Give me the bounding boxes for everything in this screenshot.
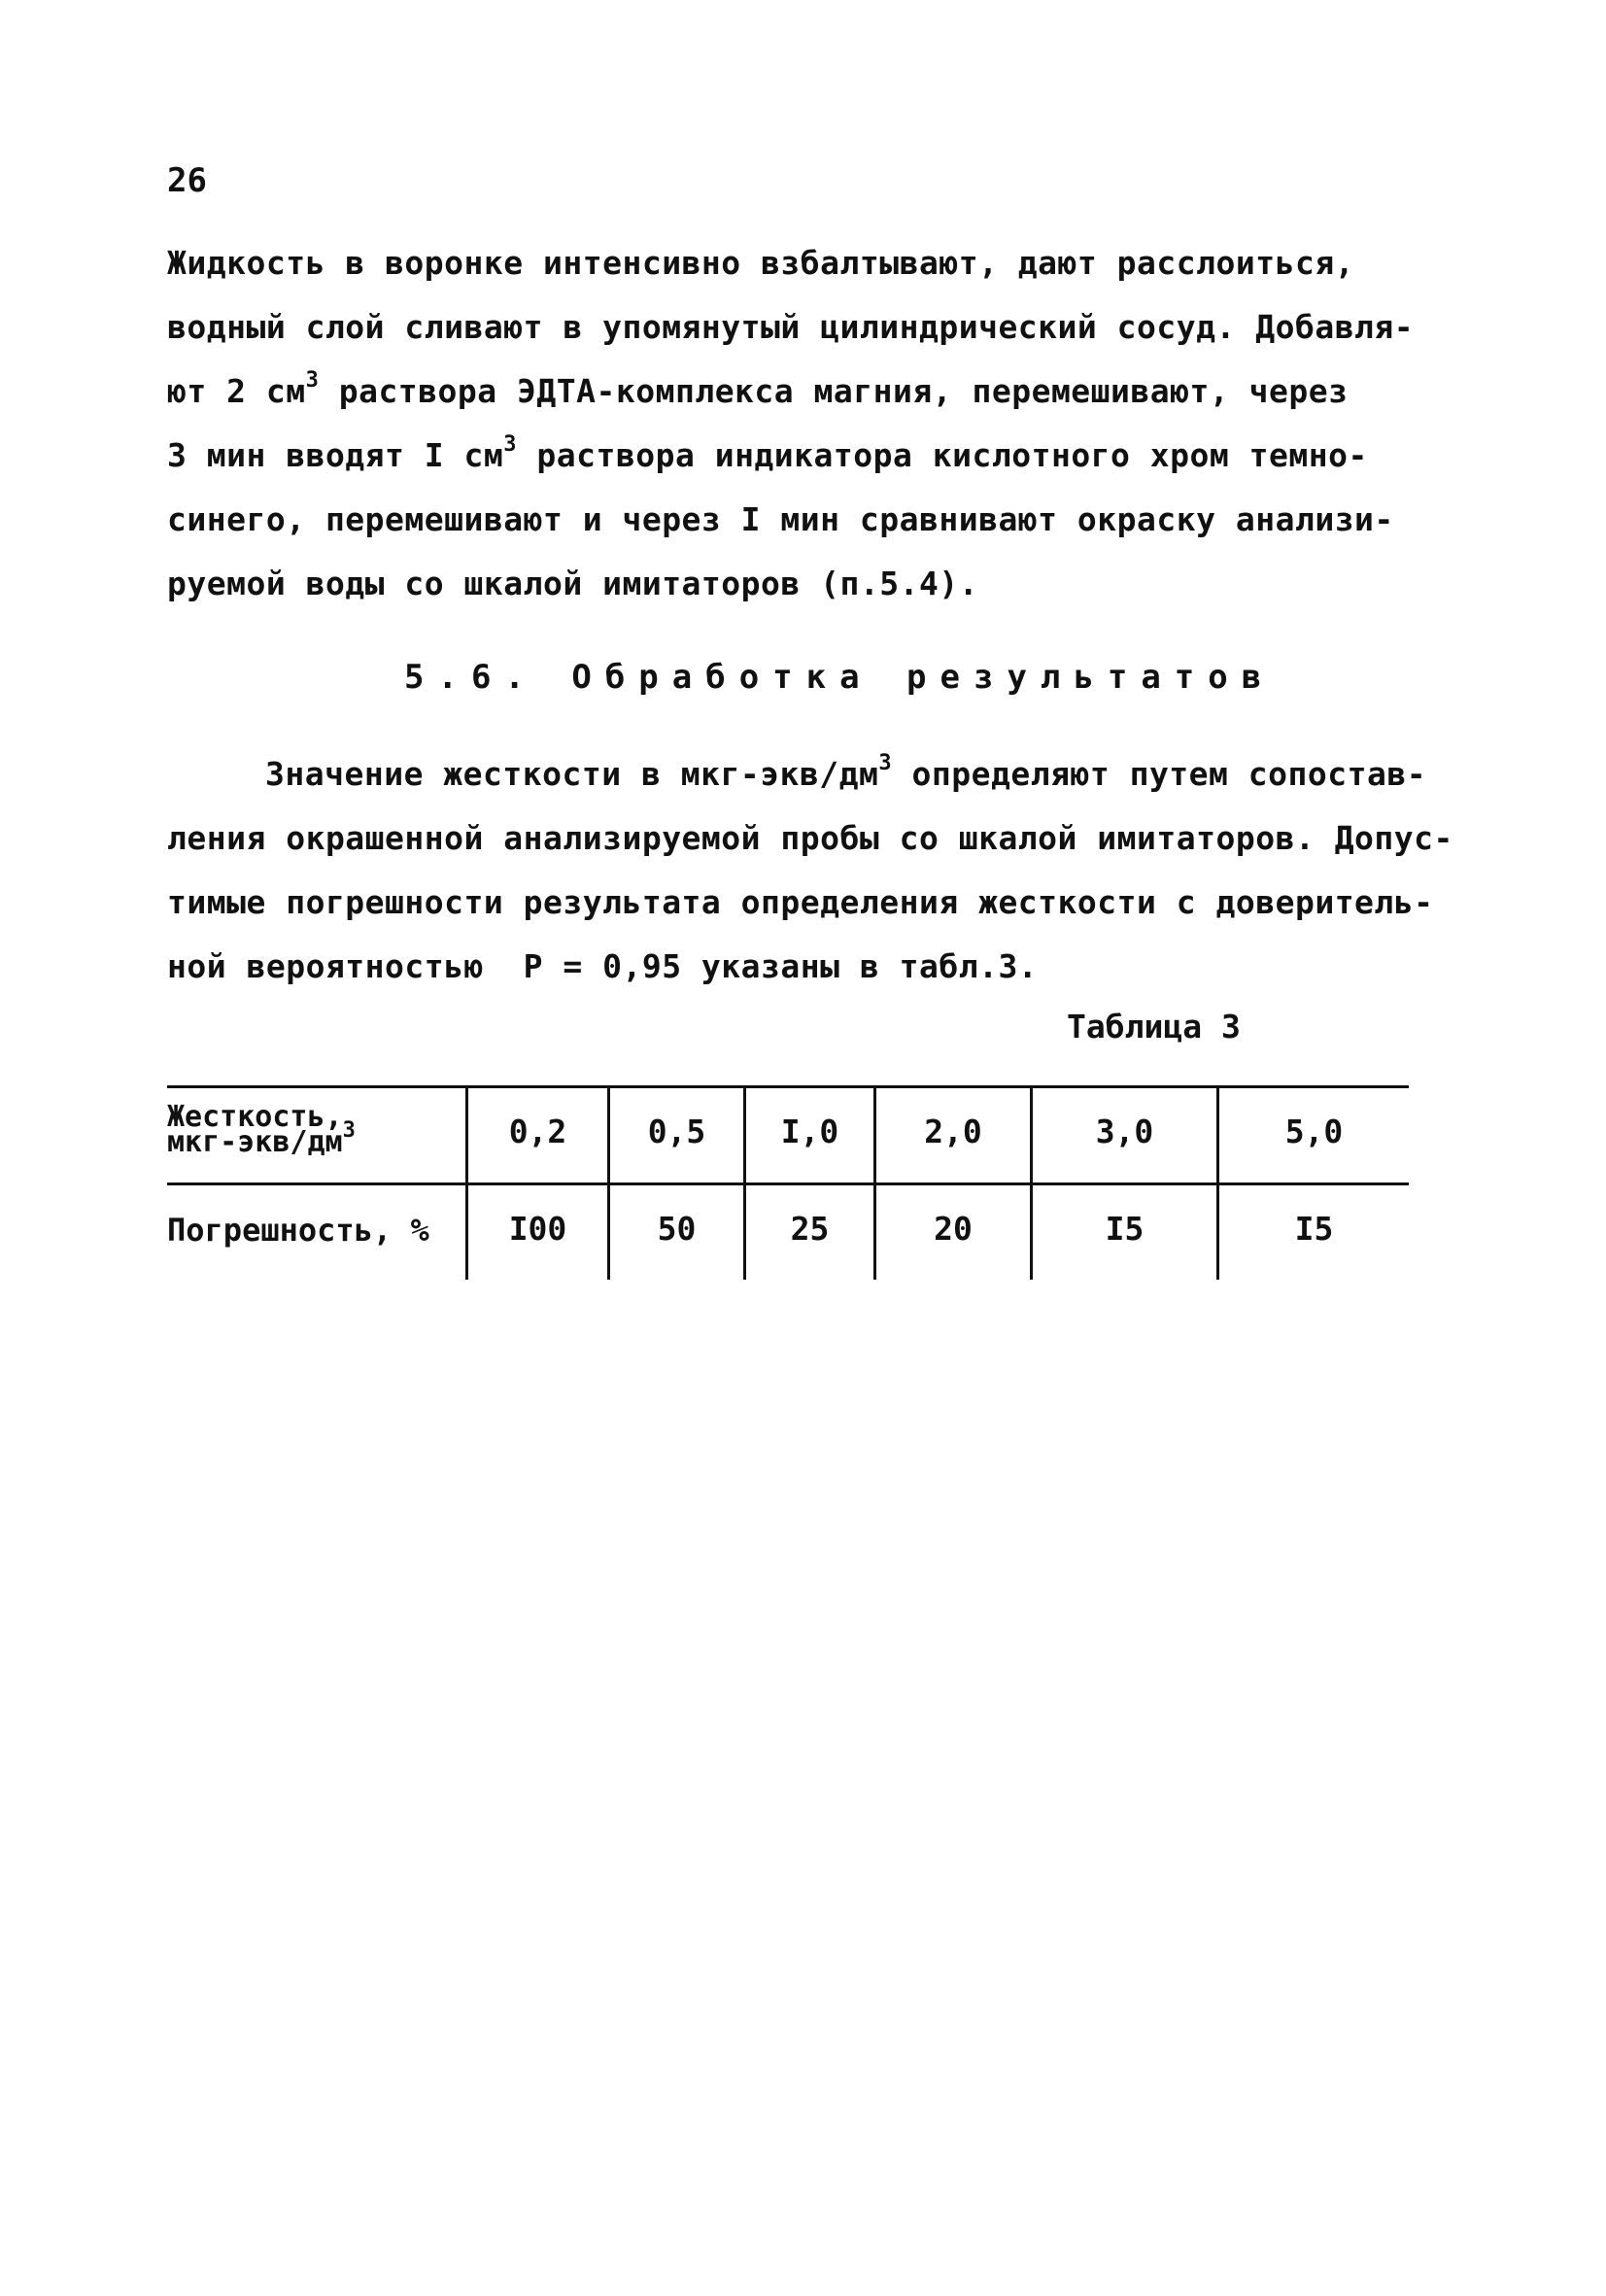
page-number: 26 <box>167 161 207 200</box>
table-cell: I00 <box>508 1210 567 1248</box>
table-middle-rule <box>167 1182 1409 1185</box>
paragraph-line: ной вероятностью P = 0,95 указаны в табл.3. <box>167 947 1039 985</box>
column-header: 3,0 <box>1095 1113 1154 1150</box>
paragraph-line: ления окрашенной анализируемой пробы со шкалой имитаторов. Допус- <box>167 819 1453 857</box>
text-fragment: раствора индикатора кислотного хром темно- <box>536 436 1368 474</box>
superscript: 3 <box>878 751 893 775</box>
paragraph-line: руемой воды со шкалой имитаторов (п.5.4). <box>167 565 979 602</box>
superscript: 3 <box>305 368 320 393</box>
table-cell: I5 <box>1294 1210 1334 1248</box>
table-header-label <box>167 1100 459 1159</box>
text-fragment: определяют путем сопостав- <box>911 755 1427 793</box>
table-cell: 20 <box>934 1210 973 1248</box>
paragraph-line <box>167 368 1349 410</box>
column-header: 0,2 <box>508 1113 567 1150</box>
text-fragment: 3 мин вводят I см <box>167 436 504 474</box>
header-label-line: Жесткость, <box>167 1100 343 1134</box>
superscript: 3 <box>503 432 518 457</box>
header-label-line <box>167 1118 459 1159</box>
column-header: 5,0 <box>1284 1113 1344 1150</box>
text-fragment: раствора ЭДТА-комплекса магния, перемешивают, через <box>338 372 1349 410</box>
paragraph-line: водный слой сливают в упомянутый цилиндрический сосуд. Добавля- <box>167 308 1415 346</box>
superscript: 3 <box>342 1118 356 1143</box>
row-label: Погрешность, % <box>167 1212 429 1249</box>
table-cell: I5 <box>1105 1210 1145 1248</box>
table-cell: 25 <box>790 1210 830 1248</box>
column-header: I,0 <box>780 1113 839 1150</box>
text-fragment: Значение жесткости в мкг-экв/дм <box>265 755 879 793</box>
table-top-rule <box>167 1085 1409 1088</box>
paragraph-line <box>167 432 1368 474</box>
paragraph-line: Жидкость в воронке интенсивно взбалтывают, дают расслоиться, <box>167 244 1355 282</box>
section-heading: 5.6. Обработка результатов <box>404 658 1276 697</box>
paragraph-line <box>265 751 1427 793</box>
table-cell: 50 <box>657 1210 697 1248</box>
data-table <box>167 1085 1409 1280</box>
table-caption: Таблица 3 <box>1067 1008 1241 1045</box>
paragraph-line: тимые погрешности результата определения жесткости с доверитель- <box>167 883 1434 921</box>
text-fragment: мкг-экв/дм <box>167 1125 343 1159</box>
paragraph-line: синего, перемешивают и через I мин сравнивают окраску анализи- <box>167 500 1394 538</box>
column-header: 0,5 <box>647 1113 706 1150</box>
column-header: 2,0 <box>924 1113 982 1150</box>
text-fragment: ют 2 см <box>167 372 306 410</box>
